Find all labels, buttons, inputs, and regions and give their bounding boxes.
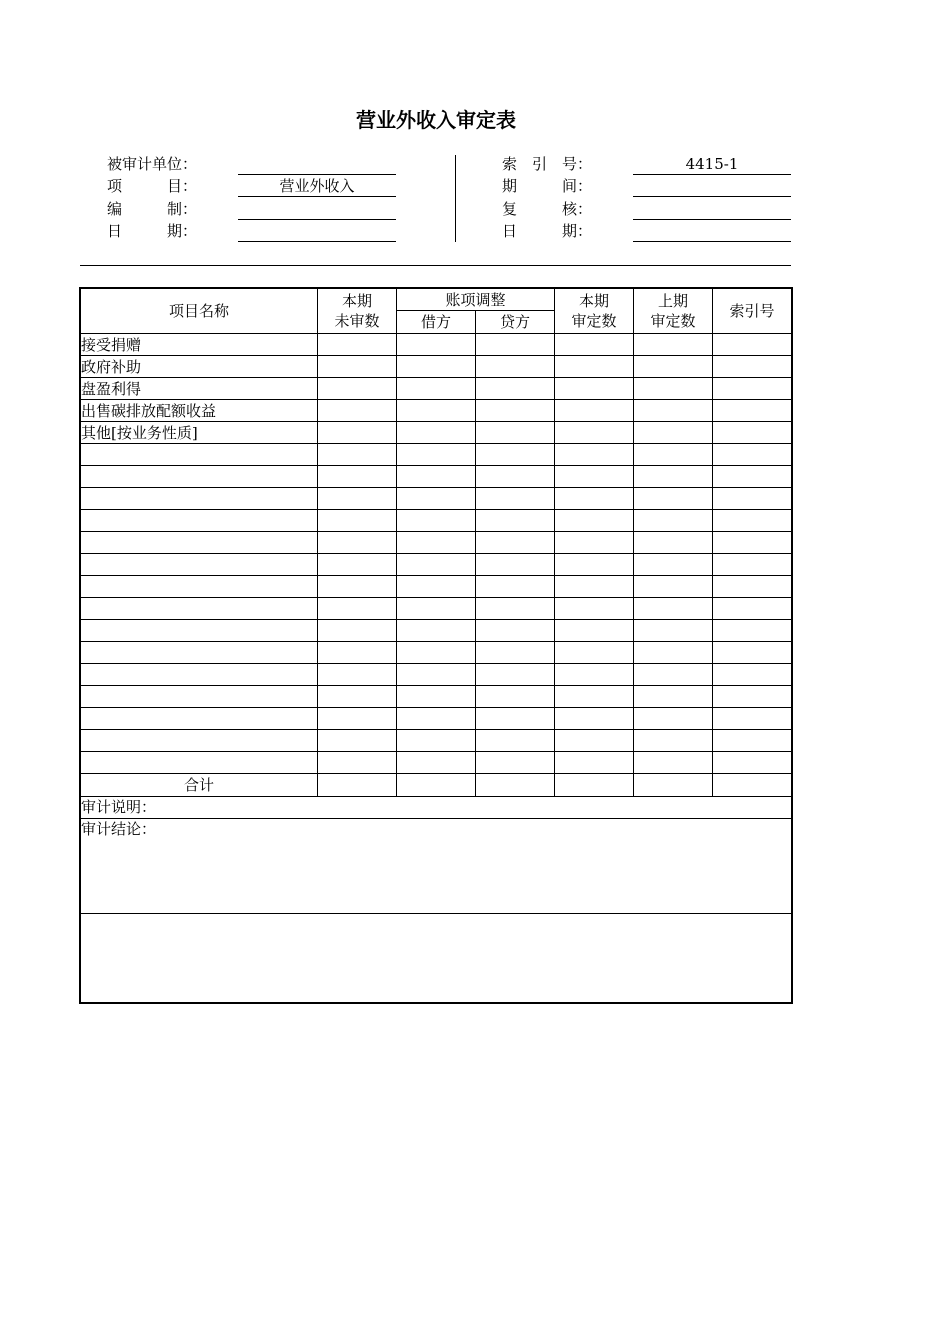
header-unaudited-line2: 未审数 bbox=[334, 312, 380, 330]
row-value-cell[interactable] bbox=[713, 334, 792, 356]
table-row bbox=[81, 576, 792, 598]
header-item-name: 项目名称 bbox=[81, 289, 318, 334]
row-value-cell[interactable] bbox=[318, 422, 397, 444]
row-value-cell[interactable] bbox=[634, 532, 713, 554]
row-value-cell[interactable] bbox=[318, 686, 397, 708]
row-value-cell[interactable] bbox=[713, 422, 792, 444]
row-value-cell[interactable] bbox=[476, 598, 555, 620]
row-value-cell[interactable] bbox=[555, 444, 634, 466]
field-audited-entity[interactable] bbox=[238, 154, 396, 175]
row-value-cell[interactable] bbox=[397, 400, 476, 422]
field-date-left[interactable] bbox=[238, 221, 396, 242]
row-value-cell[interactable] bbox=[555, 422, 634, 444]
page-title: 营业外收入审定表 bbox=[356, 108, 516, 132]
row-value-cell[interactable] bbox=[318, 334, 397, 356]
row-value-cell[interactable] bbox=[634, 598, 713, 620]
row-value-cell[interactable] bbox=[476, 444, 555, 466]
row-value-cell[interactable] bbox=[318, 576, 397, 598]
audit-note-cell[interactable] bbox=[81, 797, 792, 819]
row-value-cell[interactable] bbox=[476, 488, 555, 510]
header-audited bbox=[555, 289, 634, 334]
table-row bbox=[81, 488, 792, 510]
row-value-cell[interactable] bbox=[397, 378, 476, 400]
header-audited-line1: 本期 bbox=[578, 292, 609, 310]
row-value-cell[interactable] bbox=[397, 576, 476, 598]
row-value-cell[interactable] bbox=[634, 378, 713, 400]
row-item-name[interactable] bbox=[81, 532, 318, 554]
row-item-name[interactable] bbox=[81, 664, 318, 686]
field-period[interactable] bbox=[633, 176, 791, 197]
row-item-name[interactable] bbox=[81, 620, 318, 642]
table-row bbox=[81, 422, 792, 444]
row-value-cell[interactable] bbox=[634, 422, 713, 444]
row-value-cell[interactable] bbox=[713, 444, 792, 466]
label-index-no: 索 引 号： bbox=[502, 155, 593, 173]
row-item-name[interactable] bbox=[81, 510, 318, 532]
row-value-cell[interactable] bbox=[713, 598, 792, 620]
row-value-cell[interactable] bbox=[555, 620, 634, 642]
row-value-cell[interactable] bbox=[634, 554, 713, 576]
table-row bbox=[81, 400, 792, 422]
row-value-cell[interactable] bbox=[634, 686, 713, 708]
row-value-cell[interactable] bbox=[555, 730, 634, 752]
row-value-cell[interactable] bbox=[713, 708, 792, 730]
row-value-cell[interactable] bbox=[476, 510, 555, 532]
row-value-cell[interactable] bbox=[555, 708, 634, 730]
table-row bbox=[81, 598, 792, 620]
row-value-cell[interactable] bbox=[476, 686, 555, 708]
row-item-name[interactable]: 其他[按业务性质] bbox=[81, 422, 318, 444]
header-prior bbox=[634, 289, 713, 334]
row-value-cell[interactable] bbox=[476, 400, 555, 422]
row-value-cell[interactable] bbox=[318, 708, 397, 730]
row-value-cell[interactable] bbox=[318, 598, 397, 620]
header-credit: 贷方 bbox=[476, 311, 555, 334]
header-index: 索引号 bbox=[713, 289, 792, 334]
table-row bbox=[81, 664, 792, 686]
row-item-name[interactable] bbox=[81, 466, 318, 488]
row-value-cell[interactable] bbox=[634, 356, 713, 378]
row-value-cell[interactable] bbox=[555, 576, 634, 598]
row-value-cell[interactable] bbox=[397, 598, 476, 620]
row-value-cell[interactable] bbox=[476, 708, 555, 730]
table-row bbox=[81, 752, 792, 774]
row-value-cell[interactable] bbox=[555, 510, 634, 532]
total-cell[interactable] bbox=[713, 774, 792, 797]
header-adjustments: 账项调整 bbox=[397, 289, 555, 311]
row-value-cell[interactable] bbox=[318, 466, 397, 488]
header-prior-line2: 审定数 bbox=[650, 312, 696, 330]
header-audited-line2: 审定数 bbox=[571, 312, 617, 330]
row-value-cell[interactable] bbox=[318, 620, 397, 642]
table-row bbox=[81, 378, 792, 400]
row-item-name[interactable] bbox=[81, 686, 318, 708]
row-value-cell[interactable] bbox=[397, 444, 476, 466]
row-item-name[interactable]: 接受捐赠 bbox=[81, 334, 318, 356]
table-row bbox=[81, 444, 792, 466]
row-value-cell[interactable] bbox=[713, 686, 792, 708]
row-item-name[interactable]: 政府补助 bbox=[81, 356, 318, 378]
row-value-cell[interactable] bbox=[397, 488, 476, 510]
row-value-cell[interactable] bbox=[318, 444, 397, 466]
label-audited-entity: 被审计单位： bbox=[107, 155, 198, 173]
row-value-cell[interactable] bbox=[555, 598, 634, 620]
table-row bbox=[81, 708, 792, 730]
row-value-cell[interactable] bbox=[713, 510, 792, 532]
row-value-cell[interactable] bbox=[555, 400, 634, 422]
field-project[interactable]: 营业外收入 bbox=[238, 176, 396, 197]
row-value-cell[interactable] bbox=[397, 664, 476, 686]
table-row bbox=[81, 466, 792, 488]
row-value-cell[interactable] bbox=[555, 686, 634, 708]
header-rule bbox=[80, 265, 791, 266]
row-value-cell[interactable] bbox=[713, 488, 792, 510]
row-value-cell[interactable] bbox=[634, 642, 713, 664]
row-value-cell[interactable] bbox=[634, 400, 713, 422]
row-value-cell[interactable] bbox=[318, 510, 397, 532]
label-date-left: 日 期： bbox=[107, 222, 198, 240]
row-value-cell[interactable] bbox=[713, 554, 792, 576]
row-value-cell[interactable] bbox=[318, 730, 397, 752]
row-value-cell[interactable] bbox=[634, 620, 713, 642]
row-value-cell[interactable] bbox=[397, 708, 476, 730]
row-item-name[interactable]: 盘盈利得 bbox=[81, 378, 318, 400]
row-value-cell[interactable] bbox=[476, 576, 555, 598]
table-row bbox=[81, 686, 792, 708]
header-unaudited-line1: 本期 bbox=[341, 292, 372, 310]
row-item-name[interactable] bbox=[81, 708, 318, 730]
row-item-name[interactable] bbox=[81, 488, 318, 510]
row-value-cell[interactable] bbox=[318, 400, 397, 422]
row-value-cell[interactable] bbox=[318, 378, 397, 400]
audit-note-label: 审计说明： bbox=[81, 798, 157, 816]
row-value-cell[interactable] bbox=[397, 466, 476, 488]
row-value-cell[interactable] bbox=[634, 664, 713, 686]
row-value-cell[interactable] bbox=[476, 620, 555, 642]
row-value-cell[interactable] bbox=[555, 356, 634, 378]
row-value-cell[interactable] bbox=[397, 532, 476, 554]
row-value-cell[interactable] bbox=[713, 752, 792, 774]
row-value-cell[interactable] bbox=[397, 642, 476, 664]
row-value-cell[interactable] bbox=[555, 488, 634, 510]
row-value-cell[interactable] bbox=[397, 686, 476, 708]
header-prior-line1: 上期 bbox=[657, 292, 688, 310]
row-item-name[interactable] bbox=[81, 642, 318, 664]
row-item-name[interactable] bbox=[81, 444, 318, 466]
header-debit: 借方 bbox=[397, 311, 476, 334]
field-index-no[interactable]: 4415-1 bbox=[633, 154, 791, 175]
row-value-cell[interactable] bbox=[318, 356, 397, 378]
row-value-cell[interactable] bbox=[555, 642, 634, 664]
row-value-cell[interactable] bbox=[397, 554, 476, 576]
row-value-cell[interactable] bbox=[476, 730, 555, 752]
row-value-cell[interactable] bbox=[634, 444, 713, 466]
row-value-cell[interactable] bbox=[713, 466, 792, 488]
row-value-cell[interactable] bbox=[476, 752, 555, 774]
row-value-cell[interactable] bbox=[634, 730, 713, 752]
row-value-cell[interactable] bbox=[476, 642, 555, 664]
row-value-cell[interactable] bbox=[555, 554, 634, 576]
row-value-cell[interactable] bbox=[634, 466, 713, 488]
row-value-cell[interactable] bbox=[318, 554, 397, 576]
header-unaudited bbox=[318, 289, 397, 334]
row-item-name[interactable] bbox=[81, 730, 318, 752]
row-item-name[interactable] bbox=[81, 554, 318, 576]
label-reviewed-by: 复 核： bbox=[502, 200, 593, 218]
row-value-cell[interactable] bbox=[713, 378, 792, 400]
row-value-cell[interactable] bbox=[476, 466, 555, 488]
row-value-cell[interactable] bbox=[555, 378, 634, 400]
row-value-cell[interactable] bbox=[318, 642, 397, 664]
row-value-cell[interactable] bbox=[318, 488, 397, 510]
row-value-cell[interactable] bbox=[397, 510, 476, 532]
row-value-cell[interactable] bbox=[713, 532, 792, 554]
label-date-right: 日 期： bbox=[502, 222, 593, 240]
row-value-cell[interactable] bbox=[476, 554, 555, 576]
row-value-cell[interactable] bbox=[634, 708, 713, 730]
total-cell[interactable] bbox=[555, 774, 634, 797]
row-value-cell[interactable] bbox=[476, 378, 555, 400]
row-value-cell[interactable] bbox=[713, 664, 792, 686]
table-row bbox=[81, 510, 792, 532]
field-date-right[interactable] bbox=[633, 221, 791, 242]
audit-table bbox=[80, 288, 792, 914]
row-value-cell[interactable] bbox=[555, 664, 634, 686]
total-cell[interactable] bbox=[634, 774, 713, 797]
row-value-cell[interactable] bbox=[476, 356, 555, 378]
row-value-cell[interactable] bbox=[555, 752, 634, 774]
row-value-cell[interactable] bbox=[318, 664, 397, 686]
table-row bbox=[81, 356, 792, 378]
total-cell[interactable] bbox=[397, 774, 476, 797]
row-value-cell[interactable] bbox=[476, 334, 555, 356]
row-item-name[interactable]: 出售碳排放配额收益 bbox=[81, 400, 318, 422]
row-value-cell[interactable] bbox=[397, 356, 476, 378]
row-value-cell[interactable] bbox=[555, 532, 634, 554]
table-row bbox=[81, 730, 792, 752]
row-value-cell[interactable] bbox=[713, 642, 792, 664]
row-value-cell[interactable] bbox=[634, 488, 713, 510]
row-value-cell[interactable] bbox=[713, 356, 792, 378]
row-value-cell[interactable] bbox=[634, 334, 713, 356]
row-value-cell[interactable] bbox=[713, 730, 792, 752]
row-value-cell[interactable] bbox=[397, 334, 476, 356]
row-value-cell[interactable] bbox=[476, 422, 555, 444]
label-project: 项 目： bbox=[107, 177, 198, 195]
row-value-cell[interactable] bbox=[634, 576, 713, 598]
row-item-name[interactable] bbox=[81, 752, 318, 774]
row-value-cell[interactable] bbox=[476, 532, 555, 554]
table-row bbox=[81, 620, 792, 642]
row-item-name[interactable] bbox=[81, 598, 318, 620]
field-prepared-by[interactable] bbox=[238, 199, 396, 220]
label-period: 期 间： bbox=[502, 177, 593, 195]
row-value-cell[interactable] bbox=[713, 576, 792, 598]
table-row bbox=[81, 532, 792, 554]
row-value-cell[interactable] bbox=[555, 334, 634, 356]
row-value-cell[interactable] bbox=[713, 620, 792, 642]
row-value-cell[interactable] bbox=[634, 752, 713, 774]
row-value-cell[interactable] bbox=[634, 510, 713, 532]
table-row bbox=[81, 554, 792, 576]
table-row bbox=[81, 642, 792, 664]
field-reviewed-by[interactable] bbox=[633, 199, 791, 220]
row-value-cell[interactable] bbox=[397, 730, 476, 752]
row-value-cell[interactable] bbox=[318, 752, 397, 774]
row-value-cell[interactable] bbox=[397, 752, 476, 774]
row-value-cell[interactable] bbox=[318, 532, 397, 554]
header-divider bbox=[455, 155, 456, 242]
row-value-cell[interactable] bbox=[713, 400, 792, 422]
row-value-cell[interactable] bbox=[397, 422, 476, 444]
row-value-cell[interactable] bbox=[555, 466, 634, 488]
row-value-cell[interactable] bbox=[397, 620, 476, 642]
audit-conclusion-cell[interactable] bbox=[81, 819, 792, 914]
row-item-name[interactable] bbox=[81, 576, 318, 598]
total-cell[interactable] bbox=[476, 774, 555, 797]
label-prepared-by: 编 制： bbox=[107, 200, 198, 218]
row-value-cell[interactable] bbox=[476, 664, 555, 686]
table-row bbox=[81, 334, 792, 356]
audit-conclusion-label: 审计结论： bbox=[81, 820, 157, 838]
total-label: 合计 bbox=[81, 774, 318, 797]
total-cell[interactable] bbox=[318, 774, 397, 797]
